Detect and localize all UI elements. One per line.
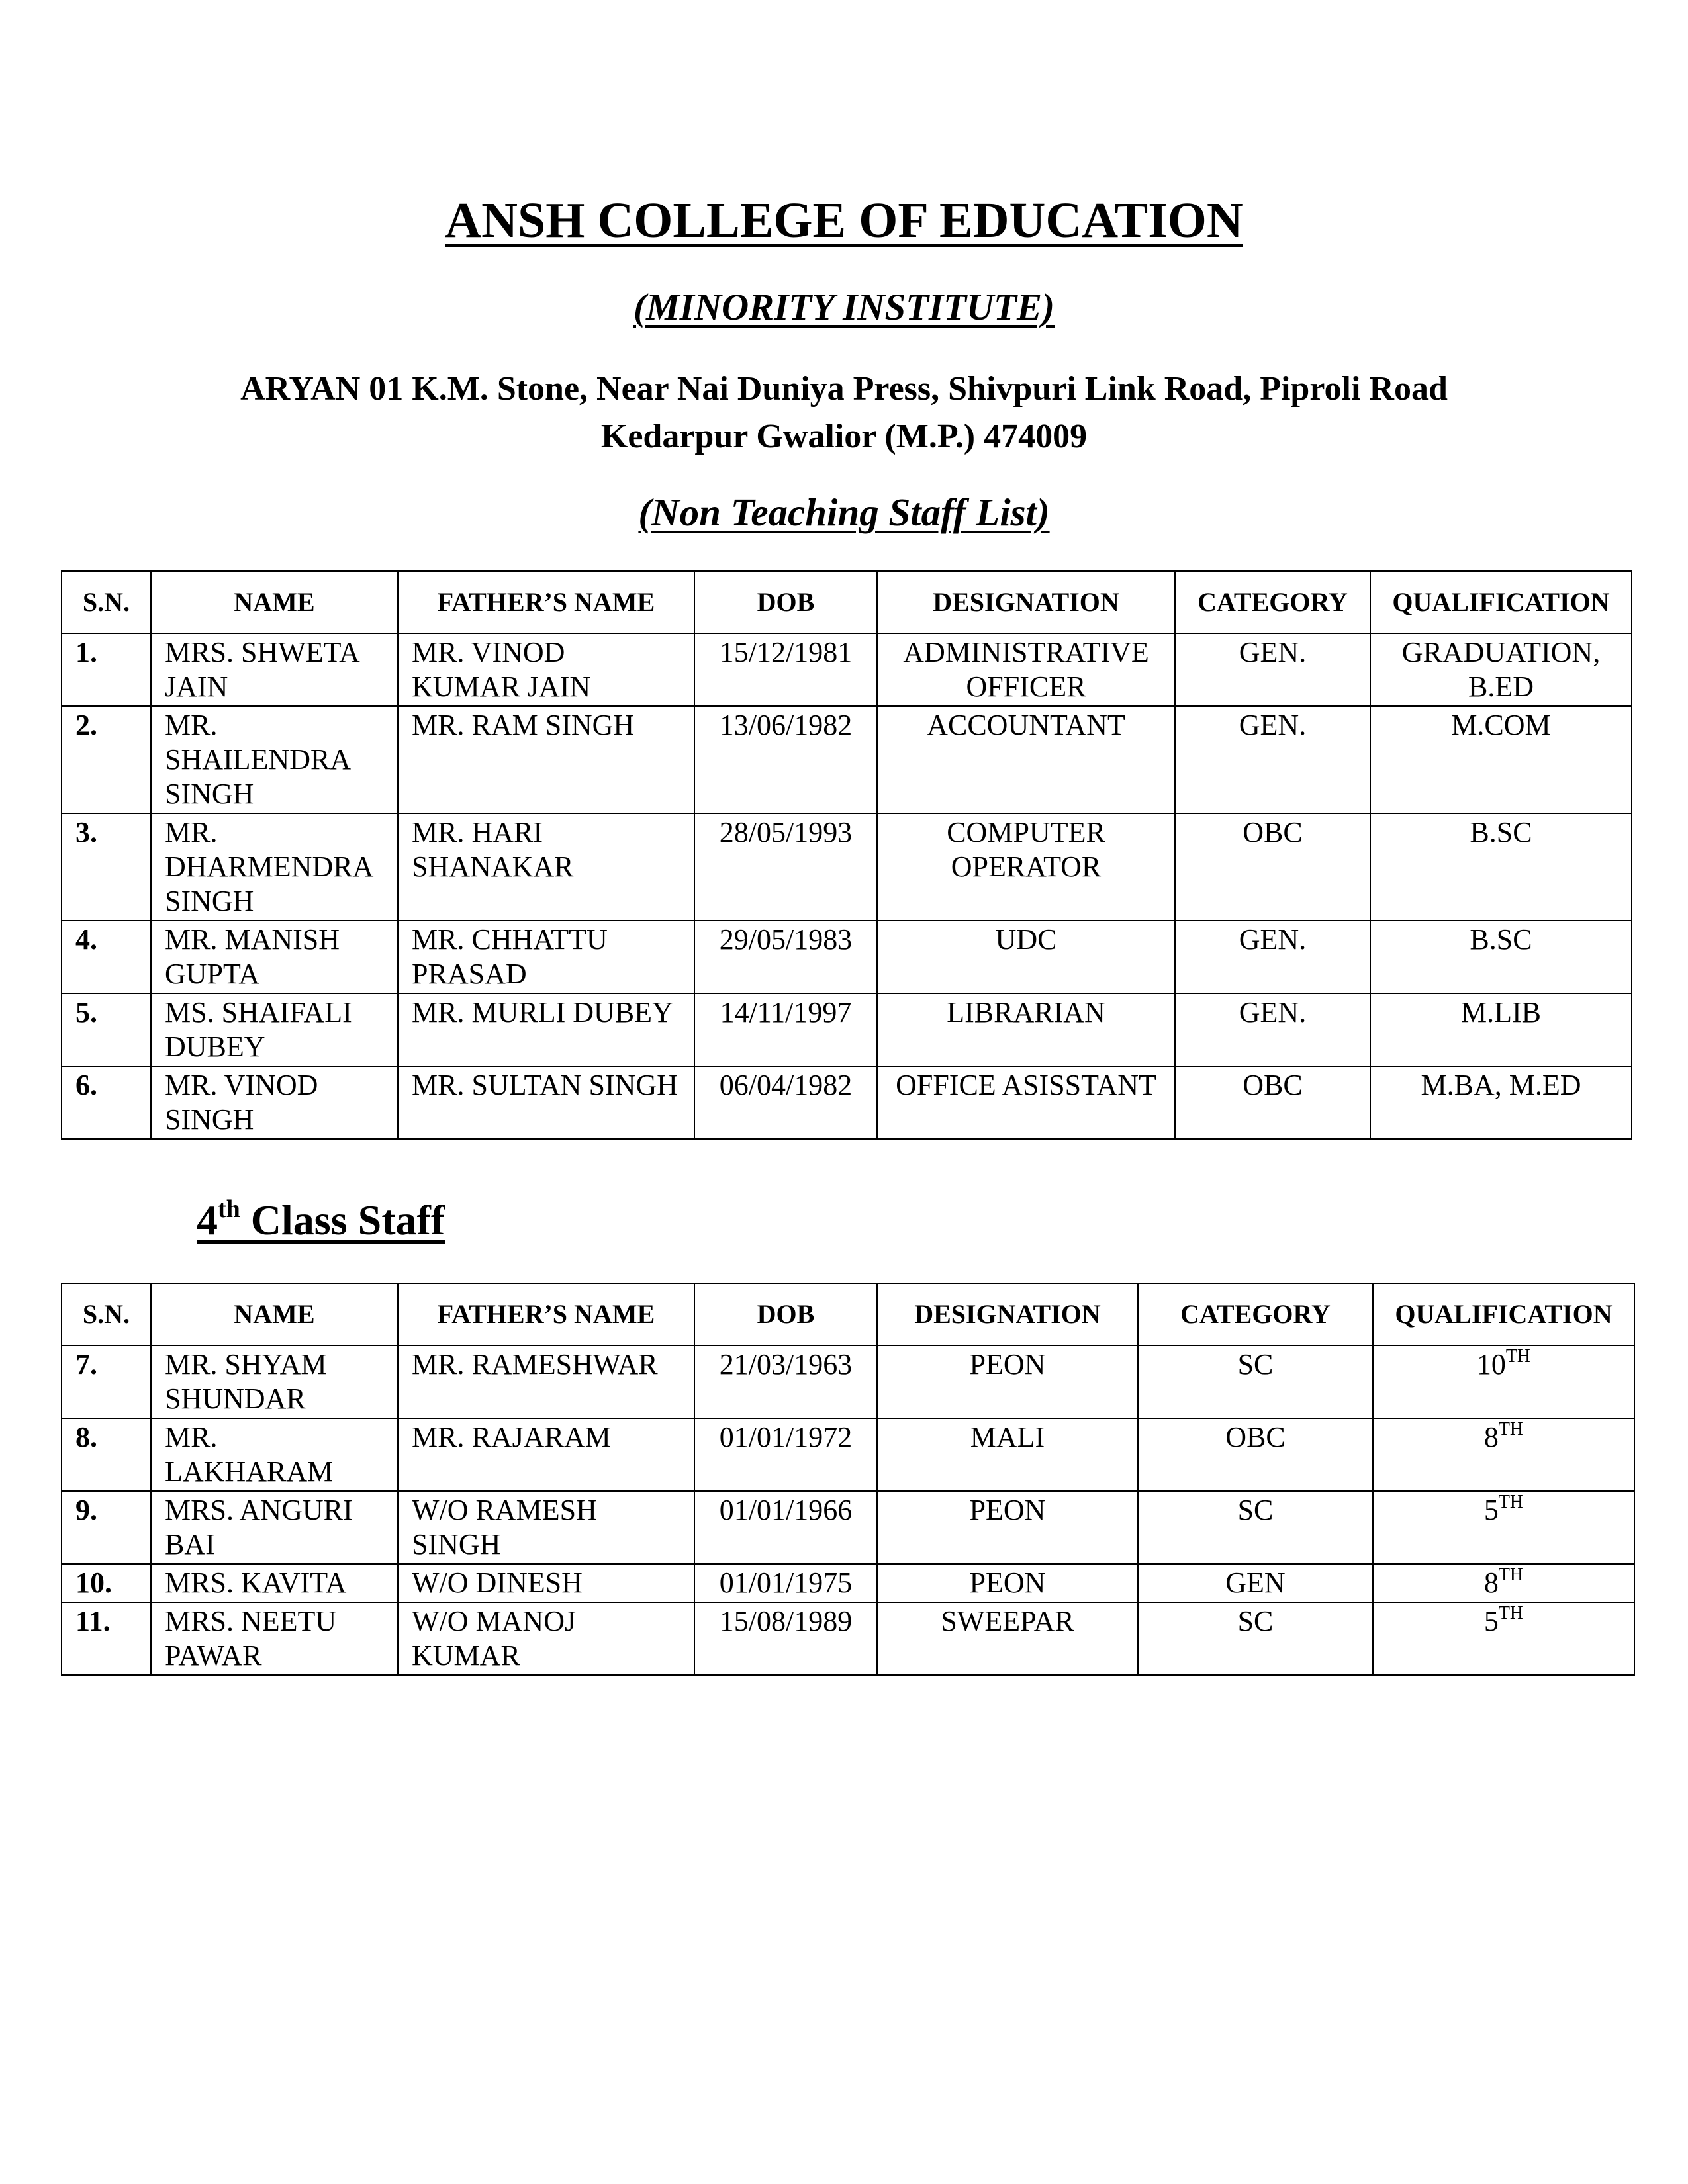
- column-header: DESIGNATION: [877, 571, 1175, 633]
- designation: ADMINISTRATIVE OFFICER: [877, 633, 1175, 706]
- qualification-ordinal: TH: [1498, 1565, 1524, 1585]
- fourth-class-staff-table: [61, 1283, 1635, 1676]
- column-header: CATEGORY: [1175, 571, 1370, 633]
- column-header: S.N.: [62, 571, 151, 633]
- fourth-class-staff-heading: [197, 1195, 445, 1245]
- father-name: MR. RAMESHWAR: [398, 1345, 694, 1418]
- date-of-birth: 15/08/1989: [694, 1602, 877, 1675]
- category: GEN.: [1175, 921, 1370, 993]
- table-row: [62, 993, 1632, 1066]
- date-of-birth: 15/12/1981: [694, 633, 877, 706]
- date-of-birth: 01/01/1972: [694, 1418, 877, 1491]
- qualification: M.BA, M.ED: [1370, 1066, 1632, 1139]
- serial-number: 8.: [62, 1418, 151, 1491]
- table-row: [62, 706, 1632, 813]
- qualification-ordinal: TH: [1498, 1492, 1524, 1512]
- category: GEN.: [1175, 993, 1370, 1066]
- designation: SWEEPAR: [877, 1602, 1138, 1675]
- address-line-2: Kedarpur Gwalior (M.P.) 474009: [600, 418, 1088, 455]
- column-header: S.N.: [62, 1283, 151, 1345]
- serial-number: 10.: [62, 1564, 151, 1602]
- qualification: [1373, 1564, 1634, 1602]
- institution-subtitle: (MINORITY INSTITUTE): [633, 287, 1055, 328]
- category: SC: [1138, 1602, 1373, 1675]
- column-header: DOB: [694, 571, 877, 633]
- table-header-row: [62, 1283, 1634, 1345]
- date-of-birth: 01/01/1975: [694, 1564, 877, 1602]
- serial-number: 9.: [62, 1491, 151, 1564]
- qualification: B.SC: [1370, 921, 1632, 993]
- staff-name: MRS. ANGURI BAI: [151, 1491, 398, 1564]
- column-header: NAME: [151, 571, 398, 633]
- qualification: [1373, 1418, 1634, 1491]
- father-name: W/O RAMESH SINGH: [398, 1491, 694, 1564]
- column-header: FATHER’S NAME: [398, 1283, 694, 1345]
- table-header-row: [62, 571, 1632, 633]
- designation: PEON: [877, 1564, 1138, 1602]
- father-name: MR. RAM SINGH: [398, 706, 694, 813]
- column-header: CATEGORY: [1138, 1283, 1373, 1345]
- designation: LIBRARIAN: [877, 993, 1175, 1066]
- institution-title: ANSH COLLEGE OF EDUCATION: [445, 193, 1243, 248]
- category: SC: [1138, 1345, 1373, 1418]
- column-header: DOB: [694, 1283, 877, 1345]
- category: OBC: [1175, 1066, 1370, 1139]
- father-name: MR. RAJARAM: [398, 1418, 694, 1491]
- institution-address: [0, 365, 1688, 461]
- non-teaching-staff-table: [61, 570, 1632, 1140]
- serial-number: 7.: [62, 1345, 151, 1418]
- staff-name: MR. DHARMENDRA SINGH: [151, 813, 398, 921]
- qualification: M.LIB: [1370, 993, 1632, 1066]
- father-name: W/O DINESH: [398, 1564, 694, 1602]
- serial-number: 11.: [62, 1602, 151, 1675]
- staff-name: MR. LAKHARAM: [151, 1418, 398, 1491]
- table-row: [62, 633, 1632, 706]
- address-line-1: ARYAN 01 K.M. Stone, Near Nai Duniya Press, Shivpuri Link Road, Piproli Road: [240, 370, 1448, 408]
- category: OBC: [1138, 1418, 1373, 1491]
- table-row: [62, 813, 1632, 921]
- staff-name: MR. MANISH GUPTA: [151, 921, 398, 993]
- qualification: M.COM: [1370, 706, 1632, 813]
- category: OBC: [1175, 813, 1370, 921]
- category: GEN.: [1175, 706, 1370, 813]
- staff-name: MRS. NEETU PAWAR: [151, 1602, 398, 1675]
- qualification-number: 8: [1483, 1567, 1499, 1599]
- table-row: [62, 1066, 1632, 1139]
- designation: UDC: [877, 921, 1175, 993]
- column-header: NAME: [151, 1283, 398, 1345]
- qualification: B.SC: [1370, 813, 1632, 921]
- qualification-ordinal: TH: [1505, 1346, 1531, 1367]
- father-name: MR. SULTAN SINGH: [398, 1066, 694, 1139]
- date-of-birth: 14/11/1997: [694, 993, 877, 1066]
- father-name: W/O MANOJ KUMAR: [398, 1602, 694, 1675]
- date-of-birth: 21/03/1963: [694, 1345, 877, 1418]
- qualification: [1373, 1491, 1634, 1564]
- staff-name: MR. SHAILENDRA SINGH: [151, 706, 398, 813]
- table-row: [62, 1345, 1634, 1418]
- father-name: MR. VINOD KUMAR JAIN: [398, 633, 694, 706]
- table-row: [62, 1418, 1634, 1491]
- qualification-number: 5: [1483, 1494, 1499, 1526]
- serial-number: 6.: [62, 1066, 151, 1139]
- qualification: [1373, 1602, 1634, 1675]
- staff-name: MRS. KAVITA: [151, 1564, 398, 1602]
- serial-number: 5.: [62, 993, 151, 1066]
- table-row: [62, 921, 1632, 993]
- table-row: [62, 1491, 1634, 1564]
- serial-number: 2.: [62, 706, 151, 813]
- category: GEN: [1138, 1564, 1373, 1602]
- date-of-birth: 06/04/1982: [694, 1066, 877, 1139]
- qualification-number: 5: [1483, 1605, 1499, 1637]
- column-header: FATHER’S NAME: [398, 571, 694, 633]
- designation: ACCOUNTANT: [877, 706, 1175, 813]
- father-name: MR. MURLI DUBEY: [398, 993, 694, 1066]
- serial-number: 4.: [62, 921, 151, 993]
- designation: PEON: [877, 1345, 1138, 1418]
- designation: COMPUTER OPERATOR: [877, 813, 1175, 921]
- qualification: [1373, 1345, 1634, 1418]
- heading-ordinal: th: [218, 1195, 240, 1223]
- heading-number: 4: [197, 1197, 218, 1244]
- date-of-birth: 13/06/1982: [694, 706, 877, 813]
- staff-name: MR. VINOD SINGH: [151, 1066, 398, 1139]
- father-name: MR. HARI SHANAKAR: [398, 813, 694, 921]
- staff-name: MS. SHAIFALI DUBEY: [151, 993, 398, 1066]
- designation: MALI: [877, 1418, 1138, 1491]
- date-of-birth: 29/05/1983: [694, 921, 877, 993]
- qualification-ordinal: TH: [1498, 1419, 1524, 1439]
- list-title: (Non Teaching Staff List): [638, 490, 1050, 534]
- column-header: QUALIFICATION: [1373, 1283, 1634, 1345]
- qualification: GRADUATION, B.ED: [1370, 633, 1632, 706]
- column-header: DESIGNATION: [877, 1283, 1138, 1345]
- designation: OFFICE ASISSTANT: [877, 1066, 1175, 1139]
- staff-name: MR. SHYAM SHUNDAR: [151, 1345, 398, 1418]
- table-row: [62, 1602, 1634, 1675]
- column-header: QUALIFICATION: [1370, 571, 1632, 633]
- qualification-ordinal: TH: [1498, 1603, 1524, 1623]
- qualification-number: 10: [1476, 1348, 1506, 1381]
- category: SC: [1138, 1491, 1373, 1564]
- designation: PEON: [877, 1491, 1138, 1564]
- heading-text: Class Staff: [240, 1197, 445, 1244]
- date-of-birth: 28/05/1993: [694, 813, 877, 921]
- serial-number: 1.: [62, 633, 151, 706]
- qualification-number: 8: [1483, 1421, 1499, 1453]
- serial-number: 3.: [62, 813, 151, 921]
- father-name: MR. CHHATTU PRASAD: [398, 921, 694, 993]
- staff-name: MRS. SHWETA JAIN: [151, 633, 398, 706]
- date-of-birth: 01/01/1966: [694, 1491, 877, 1564]
- table-row: [62, 1564, 1634, 1602]
- category: GEN.: [1175, 633, 1370, 706]
